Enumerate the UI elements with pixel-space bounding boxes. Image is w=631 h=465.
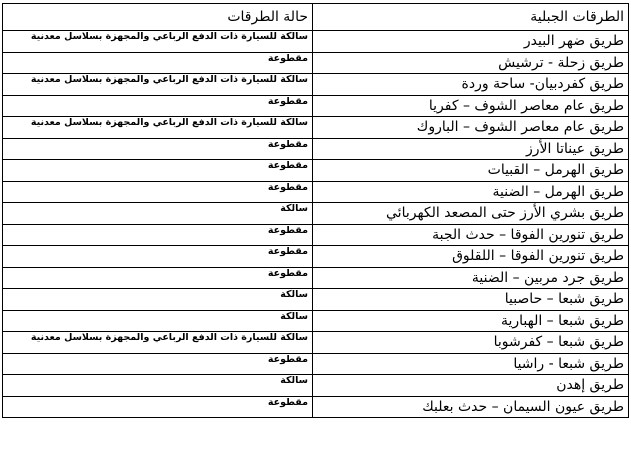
road-status-cell: مقطوعة [3, 160, 313, 182]
table-row [3, 95, 629, 117]
road-name-cell: طريق جرد مربين – الضنية [313, 267, 629, 289]
road-status-cell: مقطوعة [3, 52, 313, 74]
table-row [3, 224, 629, 246]
road-name-cell: طريق بشري الأرز حتى المصعد الكهربائي [313, 203, 629, 225]
table-row [3, 203, 629, 225]
road-status-cell: مقطوعة [3, 267, 313, 289]
road-name-cell: طريق تنورين الفوقا – حدث الجبة [313, 224, 629, 246]
road-status-cell: سالكة [3, 289, 313, 311]
table-row [3, 396, 629, 418]
road-status-cell: مقطوعة [3, 353, 313, 375]
road-status-cell: سالكة للسيارة ذات الدفع الرباعي والمجهزة بسلاسل معدنية [3, 31, 313, 53]
table-header-row [3, 4, 629, 31]
table-row [3, 289, 629, 311]
road-name-cell: طريق شبعا - راشيا [313, 353, 629, 375]
table-row [3, 353, 629, 375]
table-row [3, 31, 629, 53]
mountain-roads-table [2, 3, 629, 418]
table-row [3, 117, 629, 139]
road-status-cell: مقطوعة [3, 95, 313, 117]
road-status-cell: سالكة [3, 375, 313, 397]
road-name-cell: طريق ضهر البيدر [313, 31, 629, 53]
road-name-cell: طريق الهرمل – القبيات [313, 160, 629, 182]
road-name-cell: طريق تنورين الفوقا – اللقلوق [313, 246, 629, 268]
road-name-cell: طريق عيون السيمان – حدث بعلبك [313, 396, 629, 418]
table-body [3, 31, 629, 418]
road-status-cell: مقطوعة [3, 224, 313, 246]
table-row [3, 181, 629, 203]
road-name-cell: طريق شبعا – الهبارية [313, 310, 629, 332]
road-status-cell: مقطوعة [3, 246, 313, 268]
table-row [3, 138, 629, 160]
table-row [3, 160, 629, 182]
road-status-cell: مقطوعة [3, 181, 313, 203]
table-row [3, 332, 629, 354]
road-name-cell: طريق كفردبيان- ساحة وردة [313, 74, 629, 96]
road-name-cell: طريق إهدن [313, 375, 629, 397]
table-row [3, 310, 629, 332]
road-status-cell: سالكة للسيارة ذات الدفع الرباعي والمجهزة بسلاسل معدنية [3, 117, 313, 139]
road-status-cell: سالكة [3, 310, 313, 332]
road-status-cell: مقطوعة [3, 138, 313, 160]
road-name-cell: طريق شبعا – حاصبيا [313, 289, 629, 311]
table-row [3, 74, 629, 96]
road-name-cell: طريق عام معاصر الشوف – كفريا [313, 95, 629, 117]
table-row [3, 267, 629, 289]
status-column-header: حالة الطرقات [3, 4, 313, 31]
road-column-header: الطرقات الجبلية [313, 4, 629, 31]
road-name-cell: طريق عام معاصر الشوف – الباروك [313, 117, 629, 139]
road-status-cell: مقطوعة [3, 396, 313, 418]
road-name-cell: طريق الهرمل – الضنية [313, 181, 629, 203]
table-row [3, 52, 629, 74]
table-row [3, 375, 629, 397]
road-name-cell: طريق شبعا – كفرشوبا [313, 332, 629, 354]
road-name-cell: طريق زحلة - ترشيش [313, 52, 629, 74]
road-status-cell: سالكة للسيارة ذات الدفع الرباعي والمجهزة بسلاسل معدنية [3, 332, 313, 354]
table-row [3, 246, 629, 268]
road-status-cell: سالكة للسيارة ذات الدفع الرباعي والمجهزة بسلاسل معدنية [3, 74, 313, 96]
road-name-cell: طريق عيناتا الأرز [313, 138, 629, 160]
road-status-cell: سالكة [3, 203, 313, 225]
